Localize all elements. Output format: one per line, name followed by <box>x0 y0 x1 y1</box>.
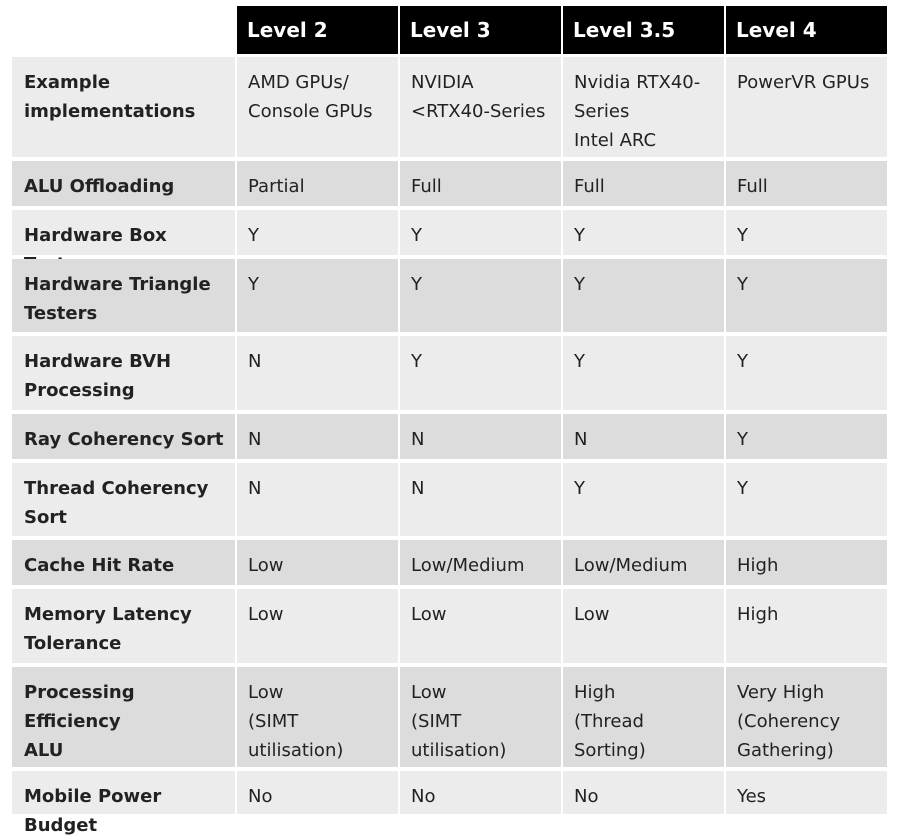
table-cell: N <box>237 463 398 536</box>
table-cell: Nvidia RTX40- Series Intel ARC <box>563 57 724 157</box>
left-gutter <box>0 6 12 57</box>
table-cell: Very High (Coherency Gathering) <box>726 667 887 767</box>
header-level-3-5: Level 3.5 <box>563 6 724 54</box>
row-label-cache-hit-rate: Cache Hit Rate <box>12 540 235 585</box>
table-cell: Y <box>400 336 561 410</box>
table-cell: Low <box>563 589 724 663</box>
table-cell: High (Thread Sorting) <box>563 667 724 767</box>
table-cell: Y <box>726 414 887 459</box>
table-cell: No <box>563 771 724 814</box>
header-level-4: Level 4 <box>726 6 887 54</box>
table-cell: Y <box>726 336 887 410</box>
table-cell: Y <box>237 210 398 255</box>
table-cell: Y <box>237 259 398 332</box>
table-cell: Y <box>726 259 887 332</box>
table-cell: NVIDIA <RTX40-Series <box>400 57 561 157</box>
header-level-2: Level 2 <box>237 6 398 54</box>
table-cell: Low <box>400 589 561 663</box>
table-cell: High <box>726 589 887 663</box>
table-cell: N <box>237 414 398 459</box>
table-cell: Full <box>726 161 887 206</box>
row-label-alu-offloading: ALU Offloading <box>12 161 235 206</box>
row-label-hardware-bvh-processing: Hardware BVH Processing <box>12 336 235 410</box>
table-cell: PowerVR GPUs <box>726 57 887 157</box>
row-label-hardware-box-testers: Hardware Box <box>12 210 235 255</box>
table-cell: Y <box>563 336 724 410</box>
row-label-ray-coherency-sort: Ray Coherency Sort <box>12 414 235 459</box>
table-cell: Y <box>726 210 887 255</box>
table-cell: Low (SIMT utilisation) <box>237 667 398 767</box>
table-cell: High <box>726 540 887 585</box>
table-cell: AMD GPUs/ Console GPUs <box>237 57 398 157</box>
table-cell: Partial <box>237 161 398 206</box>
table-cell: N <box>563 414 724 459</box>
table-cell: Full <box>563 161 724 206</box>
table-cell: Low/Medium <box>400 540 561 585</box>
table-cell: N <box>237 336 398 410</box>
table-cell: Yes <box>726 771 887 814</box>
header-corner <box>12 6 237 57</box>
table-cell: Y <box>400 259 561 332</box>
table-cell: Low <box>237 540 398 585</box>
table-cell: Full <box>400 161 561 206</box>
table-cell: Y <box>563 210 724 255</box>
table-cell: Low (SIMT utilisation) <box>400 667 561 767</box>
table-cell: N <box>400 414 561 459</box>
table-cell: N <box>400 463 561 536</box>
table-cell: Low/Medium <box>563 540 724 585</box>
table-cell: Y <box>563 259 724 332</box>
table-cell: No <box>237 771 398 814</box>
table-cell: Low <box>237 589 398 663</box>
row-label-hardware-triangle-testers: Hardware Triangle Testers <box>12 259 235 332</box>
row-label-processing-efficiency-alu: Processing Efficiency ALU <box>12 667 235 767</box>
header-level-3: Level 3 <box>400 6 561 54</box>
row-label-example-implementations: Example implementations <box>12 57 235 157</box>
row-label-mobile-power-budget: Mobile Power Budget <box>12 771 235 814</box>
row-label-memory-latency-tolerance: Memory Latency Tolerance <box>12 589 235 663</box>
table-cell: No <box>400 771 561 814</box>
table-cell: Y <box>400 210 561 255</box>
row-label-thread-coherency-sort: Thread Coherency Sort <box>12 463 235 536</box>
table-cell: Y <box>563 463 724 536</box>
table-cell: Y <box>726 463 887 536</box>
